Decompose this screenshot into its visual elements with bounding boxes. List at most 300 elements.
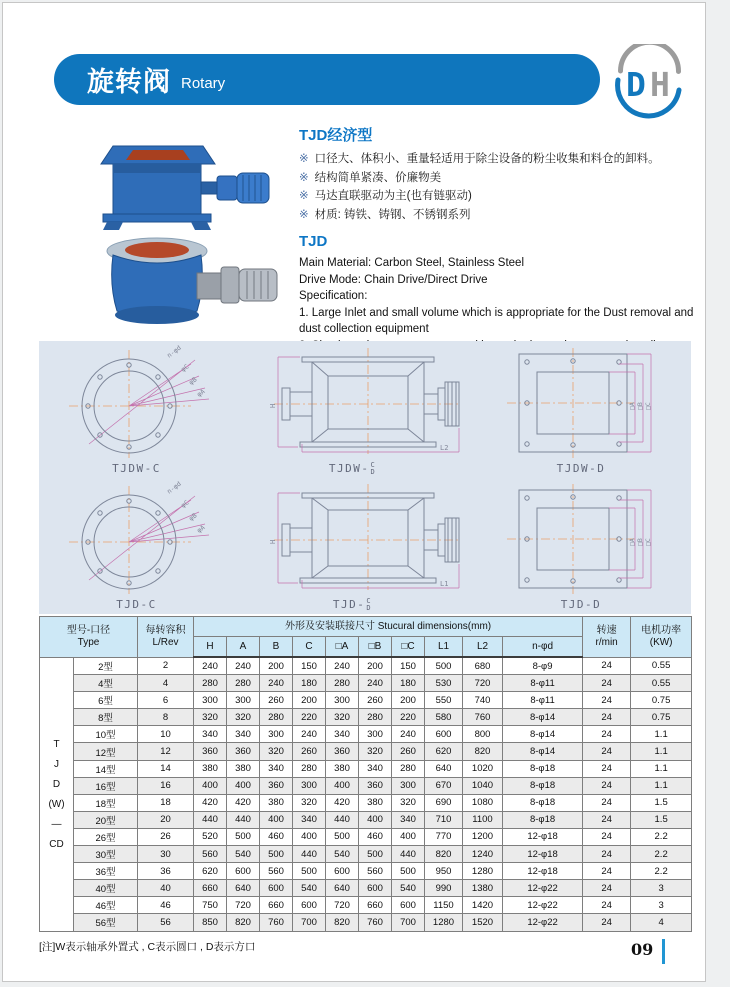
cell-dimension: 360 [359,777,392,794]
cell-dimension: 8-φ9 [503,657,583,675]
col-header-type-en: Type [77,636,100,648]
cell-dimension: 770 [425,828,463,845]
banner-title-en: Rotary [181,75,226,92]
col-header-speed [583,617,631,658]
col-header-lrev [138,617,194,658]
cell-dimension: 280 [392,760,425,777]
series-label: CD [49,838,64,850]
economy-title: TJD经济型 [299,127,373,144]
cell-dimension: 320 [359,743,392,760]
cell-power: 3 [631,880,692,897]
drawing-label: TJDW-C [112,462,161,475]
cell-dimension: 340 [194,726,227,743]
col-header-type [40,617,138,658]
cell-power: 0.55 [631,675,692,692]
bullet-text: 结构简单紧凑、价廉物美 [314,171,442,184]
table-row [40,846,692,863]
cell-dimension: 8-φ14 [503,743,583,760]
cell-power: 1.1 [631,760,692,777]
cell-dimension: 150 [293,657,326,675]
cell-dimension: 950 [425,863,463,880]
cell-dimension: 380 [227,760,260,777]
cell-speed: 24 [583,675,631,692]
drawing-label-bottom: D [366,603,373,612]
cell-lrev: 30 [138,846,194,863]
economy-bullet-list [299,150,703,224]
spec-line: Specification: [299,290,368,302]
cell-dimension: 990 [425,880,463,897]
cell-dimension: 560 [260,863,293,880]
dim-label: φB [186,511,198,523]
table-row [40,726,692,743]
cell-dimension: 1240 [463,846,503,863]
cell-dimension: 260 [260,692,293,709]
cell-dimension: 680 [463,657,503,675]
cell-dimension: 850 [194,914,227,931]
cell-dimension: 420 [326,794,359,811]
page-number-bar [662,939,665,964]
cell-dimension: 420 [194,794,227,811]
page-number-block [631,940,665,964]
cell-dimension: 200 [359,657,392,675]
spec-line: Main Material: Carbon Steel, Stainless Steel [299,257,524,269]
cell-dimension: 440 [227,811,260,828]
cell-dimension: 240 [359,675,392,692]
dim-label: □B [636,538,644,546]
cell-dimension: 760 [463,709,503,726]
table-row [40,811,692,828]
cell-lrev: 26 [138,828,194,845]
cell-dimension: 820 [425,846,463,863]
cell-dimension: 400 [392,828,425,845]
cell-power: 1.5 [631,794,692,811]
col-header-dim: □A [326,637,359,658]
table-row [40,692,692,709]
cell-model: 12型 [74,743,138,760]
dh-logo-icon [610,44,690,120]
cell-dimension: 320 [260,743,293,760]
page-number: 09 [631,940,654,959]
cell-dimension: 300 [326,692,359,709]
cell-dimension: 700 [293,914,326,931]
cell-model: 36型 [74,863,138,880]
cell-dimension: 540 [392,880,425,897]
cell-model: 56型 [74,914,138,931]
cell-speed: 24 [583,760,631,777]
cell-dimension: 300 [392,777,425,794]
cell-dimension: 560 [359,863,392,880]
cell-dimension: 440 [194,811,227,828]
cell-dimension: 800 [463,726,503,743]
cell-dimension: 420 [227,794,260,811]
series-label: (W) [48,798,65,810]
cell-dimension: 340 [359,760,392,777]
cell-dimension: 8-φ14 [503,726,583,743]
series-label: D [52,778,61,790]
drawing-label: TJD- [332,598,366,611]
bullet-text: 口径大、体积小、重量轻适用于除尘设备的粉尘收集和料仓的卸料。 [314,153,660,165]
logo-letter-d: D [626,65,646,104]
col-header-power-en: (KW) [649,636,673,648]
side-view-drawing [244,480,462,596]
cell-dimension: 1150 [425,897,463,914]
cell-model: 2型 [74,657,138,675]
cell-dimension: 550 [425,692,463,709]
series-label: T [53,738,60,750]
cell-dimension: 600 [227,863,260,880]
cell-dimension: 600 [359,880,392,897]
dim-label: □C [644,538,652,546]
cell-dimension: 8-φ14 [503,709,583,726]
cell-speed: 24 [583,743,631,760]
cell-lrev: 2 [138,657,194,675]
series-label: J [54,758,59,770]
cell-lrev: 6 [138,692,194,709]
bullet-marker: ※ [299,208,309,221]
cell-dimension: 720 [326,897,359,914]
cell-dimension: 460 [260,828,293,845]
cell-dimension: 8-φ18 [503,777,583,794]
cell-dimension: 300 [194,692,227,709]
dim-label: □C [644,402,652,410]
tjd-title: TJD [299,233,328,250]
cell-dimension: 580 [425,709,463,726]
cell-lrev: 18 [138,794,194,811]
drawing-label-top: C [366,597,373,605]
cell-dimension: 320 [194,709,227,726]
bullet-line [299,169,703,188]
cell-speed: 24 [583,897,631,914]
cell-dimension: 640 [425,760,463,777]
cell-power: 1.1 [631,777,692,794]
cell-dimension: 1520 [463,914,503,931]
col-header-speed-cn: 转速 [596,625,617,637]
cell-lrev: 56 [138,914,194,931]
cell-dimension: 620 [194,863,227,880]
cell-dimension: 660 [359,897,392,914]
cell-power: 2.2 [631,863,692,880]
cell-dimension: 760 [260,914,293,931]
col-header-dim: n-φd [503,637,583,658]
cell-model: 30型 [74,846,138,863]
cell-power: 1.1 [631,743,692,760]
cell-dimension: 820 [227,914,260,931]
cell-dimension: 280 [326,675,359,692]
col-header-type-cn: 型号-口径 [66,625,111,637]
cell-dimension: 8-φ11 [503,675,583,692]
cell-dimension: 440 [326,811,359,828]
table-row [40,709,692,726]
col-header-dim: B [260,637,293,658]
cell-model: 20型 [74,811,138,828]
cell-model: 10型 [74,726,138,743]
table-row [40,880,692,897]
cell-power: 0.75 [631,709,692,726]
col-header-dim: L2 [463,637,503,658]
cell-dimension: 500 [260,846,293,863]
square-flange-drawing [495,344,667,460]
dim-label: φC [178,362,190,374]
cell-dimension: 280 [194,675,227,692]
cell-dimension: 8-φ18 [503,794,583,811]
cell-speed: 24 [583,880,631,897]
series-label: — [51,818,62,830]
series-label-cell [40,657,74,931]
cell-dimension: 600 [326,863,359,880]
drawing-tjdw-c [39,341,234,477]
cell-dimension: 360 [227,743,260,760]
cell-dimension: 440 [392,846,425,863]
col-header-dim: A [227,637,260,658]
cell-model: 14型 [74,760,138,777]
drawing-tjd-cd [234,477,471,613]
cell-dimension: 300 [359,726,392,743]
cell-dimension: 440 [293,846,326,863]
cell-power: 2.2 [631,828,692,845]
cell-dimension: 500 [359,846,392,863]
circle-flange-drawing [57,480,217,596]
cell-dimension: 500 [392,863,425,880]
cell-dimension: 1020 [463,760,503,777]
cell-speed: 24 [583,828,631,845]
cell-dimension: 520 [194,828,227,845]
cell-dimension: 690 [425,794,463,811]
banner-title-cn: 旋转阀 [87,67,171,97]
cell-model: 16型 [74,777,138,794]
cell-dimension: 1040 [463,777,503,794]
cell-power: 2.2 [631,846,692,863]
col-header-dim: □C [392,637,425,658]
cell-dimension: 560 [194,846,227,863]
cell-dimension: 240 [194,657,227,675]
product-photo-square-inlet-valve [73,136,279,236]
section-banner [54,54,600,105]
cell-power: 4 [631,914,692,931]
cell-dimension: 150 [392,657,425,675]
cell-dimension: 320 [326,709,359,726]
cell-dimension: 12-φ22 [503,914,583,931]
circle-flange-drawing [57,344,217,460]
table-row [40,914,692,931]
cell-dimension: 750 [194,897,227,914]
bullet-line [299,187,703,206]
cell-dimension: 660 [260,897,293,914]
bullet-marker: ※ [299,190,309,202]
cell-dimension: 400 [326,777,359,794]
drawing-label: TJD-D [560,598,602,611]
cell-dimension: 200 [293,692,326,709]
cell-dimension: 300 [227,692,260,709]
cell-dimension: 1280 [463,863,503,880]
cell-speed: 24 [583,777,631,794]
dim-label: n-φd [164,480,183,496]
cell-dimension: 12-φ18 [503,846,583,863]
cell-speed: 24 [583,914,631,931]
cell-dimension: 180 [392,675,425,692]
cell-dimension: 820 [463,743,503,760]
cell-speed: 24 [583,863,631,880]
cell-dimension: 540 [293,880,326,897]
cell-dimension: 240 [227,657,260,675]
col-header-speed-en: r/min [595,636,618,648]
col-header-dim: L1 [425,637,463,658]
cell-dimension: 260 [392,743,425,760]
cell-lrev: 20 [138,811,194,828]
bullet-line [299,206,703,225]
col-header-lrev-en: L/Rev [152,636,179,648]
cell-dimension: 200 [260,657,293,675]
dim-label: φA [194,523,206,535]
cell-model: 40型 [74,880,138,897]
dim-label: □A [628,402,636,410]
bullet-text: 材质: 铸铁、铸钢、不锈钢系列 [314,208,471,221]
cell-dimension: 720 [463,675,503,692]
cell-speed: 24 [583,709,631,726]
cell-dimension: 660 [194,880,227,897]
cell-dimension: 260 [293,743,326,760]
cell-dimension: 240 [392,726,425,743]
cell-speed: 24 [583,811,631,828]
cell-model: 26型 [74,828,138,845]
cell-dimension: 460 [359,828,392,845]
cell-dimension: 12-φ22 [503,880,583,897]
cell-dimension: 8-φ18 [503,811,583,828]
cell-speed: 24 [583,657,631,675]
cell-lrev: 4 [138,675,194,692]
cell-power: 1.5 [631,811,692,828]
cell-dimension: 380 [326,760,359,777]
cell-dimension: 8-φ11 [503,692,583,709]
drawing-label: TJDW- [328,462,370,475]
bullet-text: 马达直联驱动为主(也有链驱动) [314,190,472,202]
col-header-lrev-cn: 每转容积 [145,625,186,637]
series-label-stack [40,739,73,850]
col-header-dimensions-group: 外形及安装联接尺寸 Stucural dimensions(mm) [194,617,583,637]
cell-dimension: 620 [425,743,463,760]
cell-dimension: 360 [326,743,359,760]
cell-dimension: 320 [293,794,326,811]
cell-dimension: 240 [326,657,359,675]
cell-dimension: 1100 [463,811,503,828]
cell-power: 3 [631,897,692,914]
cell-dimension: 400 [359,811,392,828]
cell-dimension: 340 [227,726,260,743]
cell-dimension: 280 [293,760,326,777]
table-row [40,675,692,692]
cell-dimension: 740 [463,692,503,709]
cell-dimension: 600 [260,880,293,897]
square-flange-drawing [495,480,667,596]
cell-lrev: 16 [138,777,194,794]
dim-label: φB [186,375,198,387]
cell-dimension: 12-φ22 [503,897,583,914]
cell-dimension: 400 [227,777,260,794]
cell-dimension: 300 [260,726,293,743]
table-row [40,760,692,777]
cell-dimension: 320 [227,709,260,726]
cell-dimension: 600 [392,897,425,914]
cell-speed: 24 [583,726,631,743]
dim-label: H [268,539,277,544]
cell-dimension: 640 [326,880,359,897]
cell-speed: 24 [583,692,631,709]
cell-dimension: 500 [227,828,260,845]
cell-lrev: 10 [138,726,194,743]
cell-dimension: 280 [359,709,392,726]
catalog-page [2,2,706,982]
cell-model: 4型 [74,675,138,692]
cell-dimension: 1280 [425,914,463,931]
cell-dimension: 340 [260,760,293,777]
dim-label: φA [194,387,206,399]
cell-dimension: 820 [326,914,359,931]
cell-model: 18型 [74,794,138,811]
cell-dimension: 760 [359,914,392,931]
cell-dimension: 1420 [463,897,503,914]
cell-dimension: 500 [326,828,359,845]
cell-model: 46型 [74,897,138,914]
col-header-dim: H [194,637,227,658]
dim-label: L2 [439,444,448,452]
cell-dimension: 540 [227,846,260,863]
cell-power: 0.55 [631,657,692,675]
cell-dimension: 710 [425,811,463,828]
cell-speed: 24 [583,846,631,863]
dim-label: φC [178,498,190,510]
table-row [40,828,692,845]
drawing-tjd-c [39,477,234,613]
cell-power: 1.1 [631,726,692,743]
cell-dimension: 400 [194,777,227,794]
dim-label: n-φd [164,344,183,360]
cell-dimension: 220 [293,709,326,726]
logo-letter-h: H [650,65,670,104]
spec-line: Drive Mode: Chain Drive/Direct Drive [299,273,488,286]
cell-dimension: 200 [392,692,425,709]
cell-dimension: 320 [392,794,425,811]
cell-model: 6型 [74,692,138,709]
drawing-label-top: C [370,461,377,469]
cell-dimension: 8-φ18 [503,760,583,777]
cell-dimension: 380 [260,794,293,811]
cell-dimension: 380 [194,760,227,777]
technical-drawings-panel [39,341,691,614]
cell-dimension: 220 [392,709,425,726]
cell-lrev: 46 [138,897,194,914]
cell-dimension: 340 [293,811,326,828]
table-row [40,863,692,880]
cell-dimension: 600 [293,897,326,914]
cell-dimension: 700 [392,914,425,931]
table-row [40,657,692,675]
cell-speed: 24 [583,794,631,811]
table-row [40,794,692,811]
cell-dimension: 640 [227,880,260,897]
side-view-drawing [244,344,462,460]
footnote: [注]W表示轴承外置式 , C表示圆口 , D表示方口 [39,941,256,953]
cell-dimension: 300 [293,777,326,794]
cell-dimension: 260 [359,692,392,709]
cell-dimension: 500 [425,657,463,675]
bullet-marker: ※ [299,171,309,184]
drawing-label: TJDW-D [556,462,606,475]
cell-lrev: 36 [138,863,194,880]
cell-dimension: 12-φ18 [503,863,583,880]
cell-dimension: 530 [425,675,463,692]
spec-table [39,616,692,932]
cell-model: 8型 [74,709,138,726]
spec-line: 1. Large Inlet and small volume which is appropriate for the Dust removal and dust collection equipment [299,306,694,335]
